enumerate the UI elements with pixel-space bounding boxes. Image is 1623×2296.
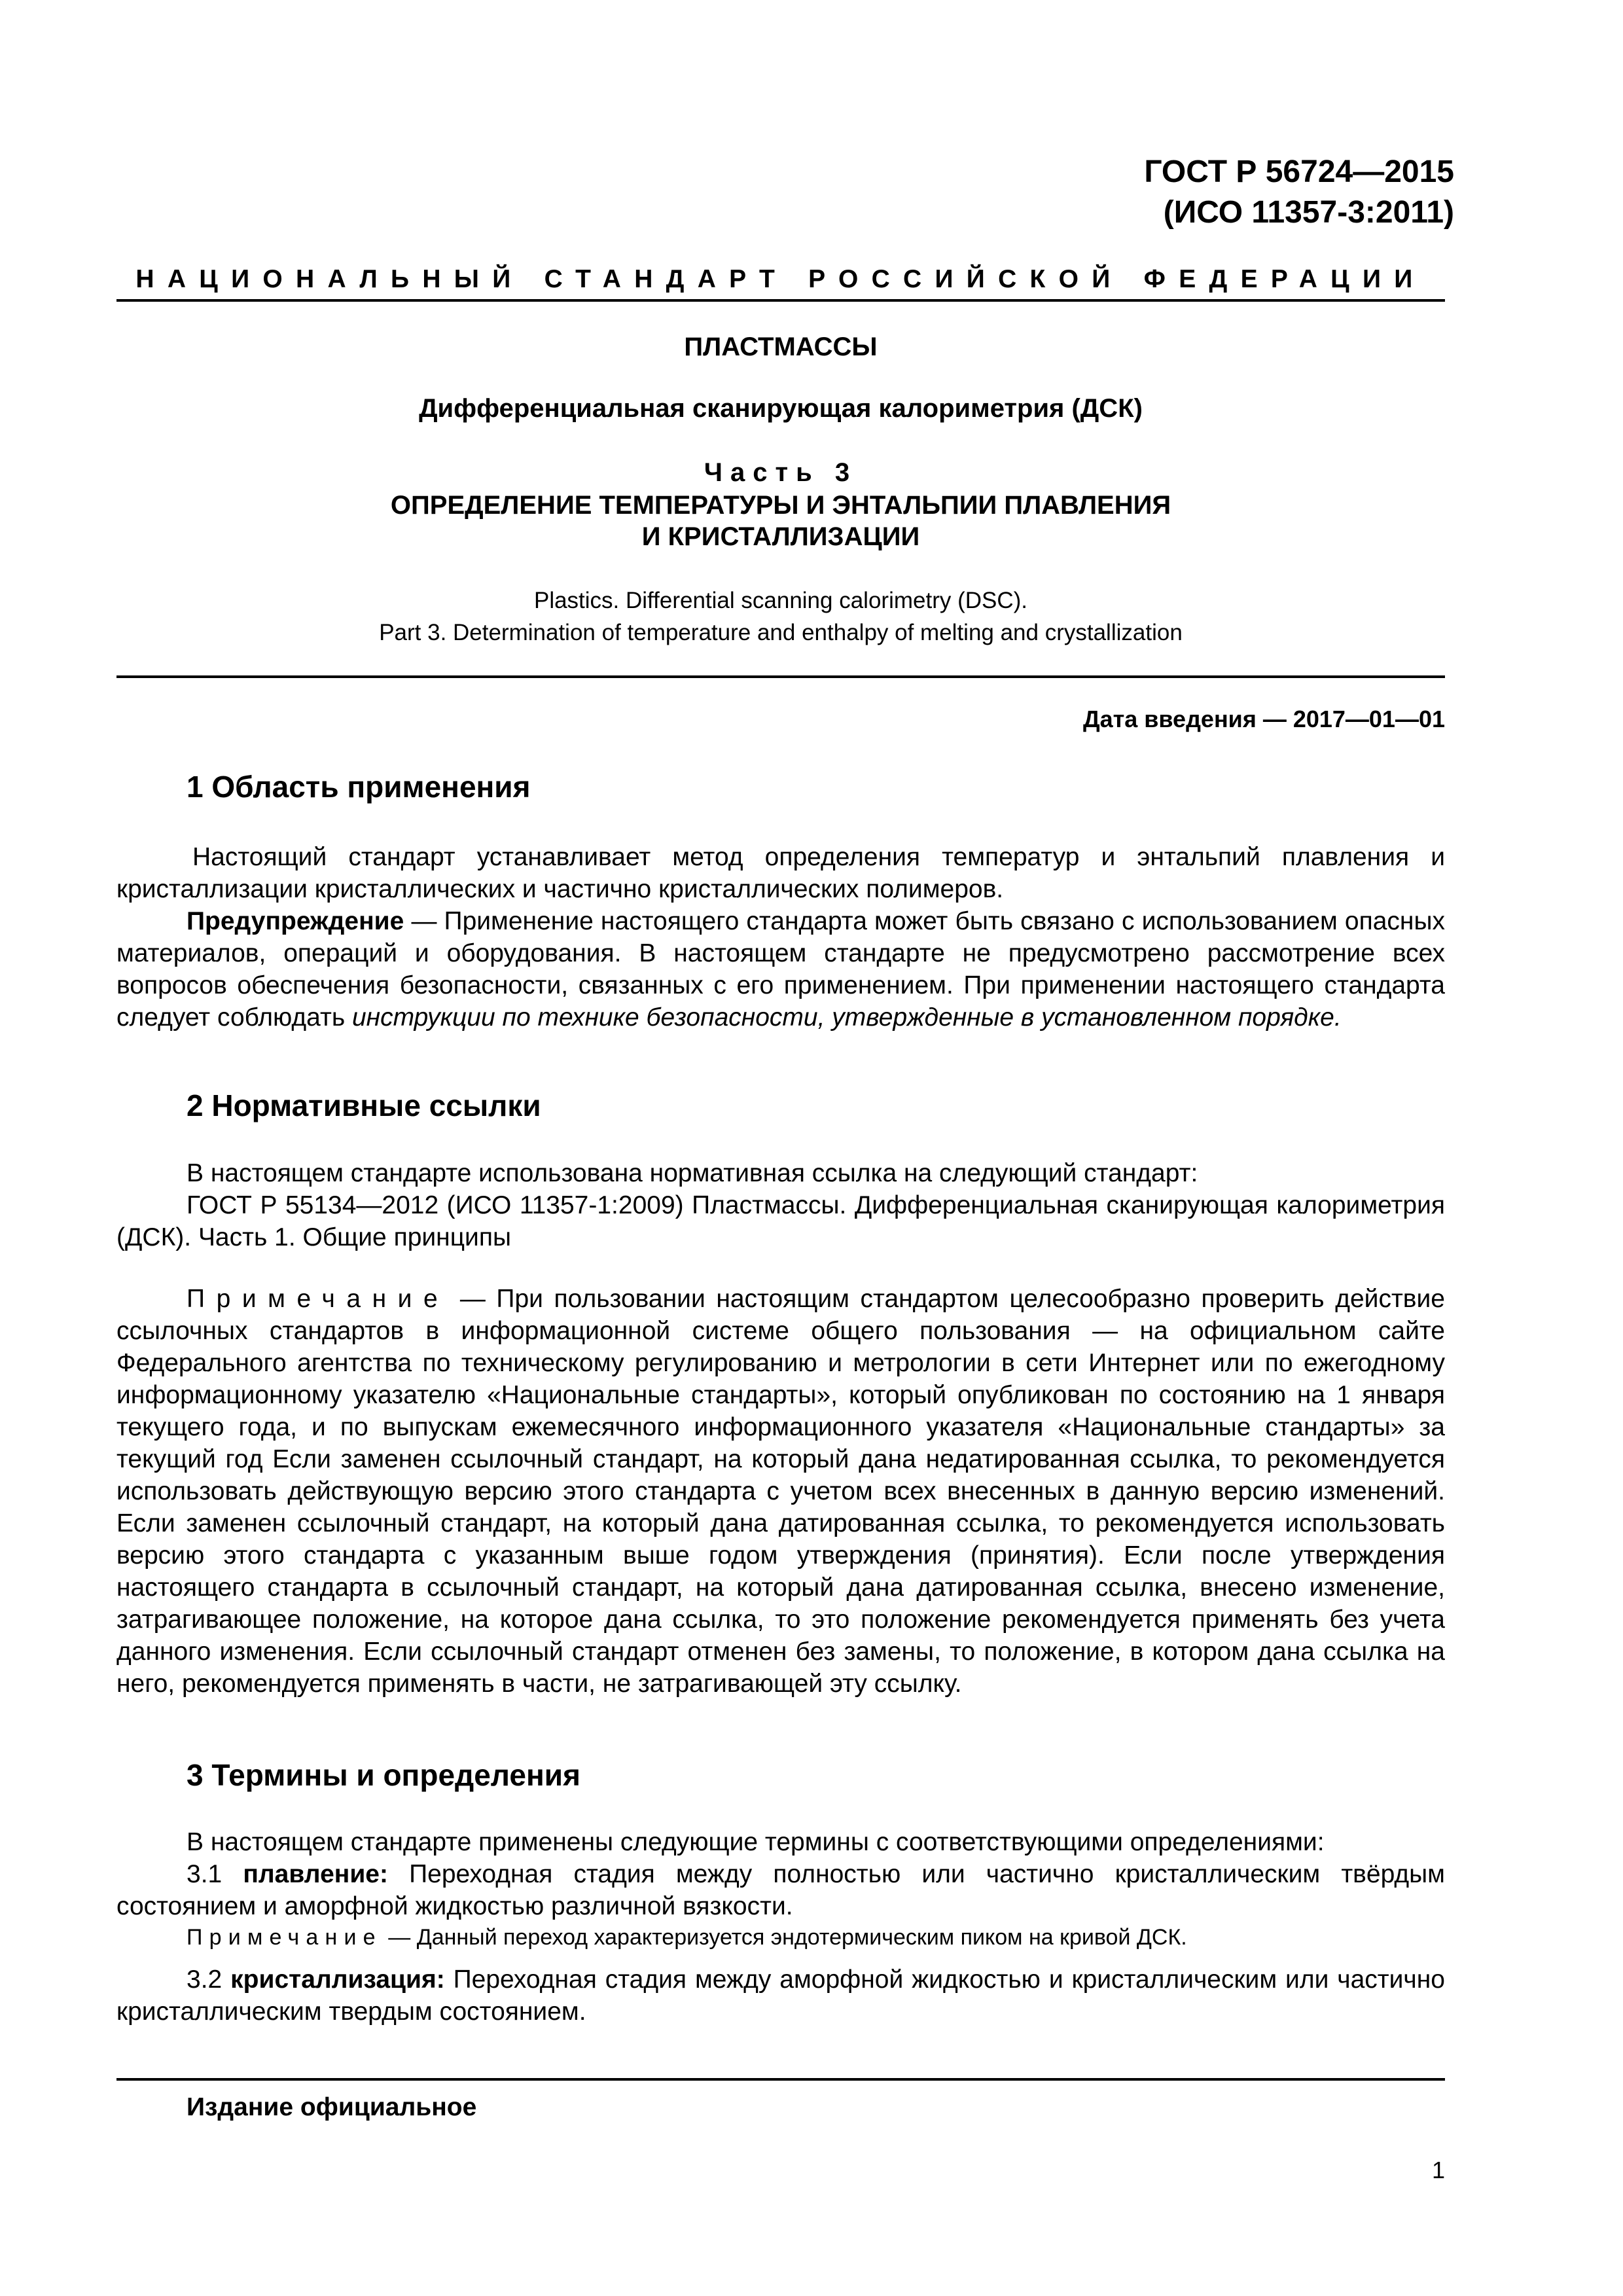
- header-rule: [116, 299, 1445, 302]
- english-title-line1: Plastics. Differential scanning calorimetry (DSC).: [533, 588, 1028, 613]
- section3-paragraph1: В настоящем стандарте применены следующие термины с соответствующими определениями:: [187, 1828, 1325, 1856]
- term-melting: [116, 1858, 1445, 1922]
- section1-warning: [116, 905, 1445, 1033]
- section2-heading: 2 Нормативные ссылки: [187, 1088, 541, 1122]
- section1-body: [116, 841, 1445, 1033]
- term2-number: 3.2: [187, 1965, 231, 1994]
- standard-type-banner: НАЦИОНАЛЬНЫЙ СТАНДАРТ РОССИЙСКОЙ ФЕДЕРАЦИИ: [135, 265, 1426, 293]
- title-part: Часть 3: [704, 458, 858, 487]
- section3-body: [116, 1826, 1445, 1952]
- section2-note-paragraph: [116, 1283, 1445, 1700]
- english-title-line2: Part 3. Determination of temperature and enthalpy of melting and crystallization: [379, 620, 1183, 645]
- term1-definition: Переходная стадия между полностью или частично кристаллическим твёрдым состоянием и аморфной жидкостью различной вязкости.: [116, 1860, 1445, 1920]
- warning-text: — Применение настоящего стандарта может быть связано с использованием опасных материалов, операций и оборудования. В настоящем стандарте не предусмотрено рассмотрение всех вопросов обеспечения безопасности, связанных с его применением. При применении настоящего стандарта следует соблюдать: [116, 907, 1445, 1031]
- term-crystallization: [116, 1964, 1445, 2028]
- term1-note-label: Примечание: [187, 1925, 382, 1950]
- section2-note: [116, 1283, 1445, 1700]
- page-number: 1: [1431, 2157, 1445, 2183]
- note-label: Примечание: [187, 1285, 450, 1313]
- introduction-date: Дата введения — 2017—01—01: [1082, 706, 1445, 732]
- note-text: — При пользовании настоящим стандартом целесообразно проверить действие ссылочных стандартов в информационной системе общего пользования — на официальном сайте Федерального агентства по техническому регулированию и метрологии в сети Интернет или по ежегодному информационному указателю «Национальные стандарты», который опубликован по состоянию на 1 января текущего года, и по выпускам ежемесячного информационного указателя «Национальные стандарты» за текущий год Если заменен ссылочный стандарт, на который дана недатированная ссылка, то рекомендуется использовать действующую версию этого стандарта с учетом всех внесенных в данную версию изменений. Если заменен ссылочный стандарт, на который дана датированная ссылка, то рекомендуется использовать версию этого стандарта с указанным выше годом утверждения (принятия). Если после утверждения настоящего стандарта в ссылочный стандарт, на который дана датированная ссылка, внесено изменение, затрагивающее положение, на которое дана ссылка, то это положение рекомендуется применять без учета данного изменения. Если ссылочный стандарт отменен без замены, то положение, в котором дана ссылка на него, рекомендуется применять в части, не затрагивающей эту ссылку.: [116, 1285, 1445, 1698]
- title-main-line2: И КРИСТАЛЛИЗАЦИИ: [641, 522, 920, 551]
- title-main-line1: ОПРЕДЕЛЕНИЕ ТЕМПЕРАТУРЫ И ЭНТАЛЬПИИ ПЛАВЛЕНИЯ: [390, 491, 1171, 520]
- warning-label: Предупреждение: [187, 907, 404, 935]
- title-subtitle: Дифференциальная сканирующая калориметрия (ДСК): [419, 394, 1143, 423]
- document-number-block: [1144, 152, 1454, 233]
- term2-name: кристаллизация:: [230, 1965, 445, 1994]
- official-edition-label: Издание официальное: [187, 2093, 477, 2121]
- term1-name: плавление:: [243, 1860, 388, 1888]
- section1-paragraph: Настоящий стандарт устанавливает метод определения температур и энтальпий плавления и кристаллизации кристаллических и частично кристаллических полимеров.: [116, 843, 1445, 903]
- term2-definition: Переходная стадия между аморфной жидкостью и кристаллическим или частично кристаллическим твердым состоянием.: [116, 1965, 1445, 2026]
- title-family: ПЛАСТМАССЫ: [684, 332, 878, 361]
- warning-italic: инструкции по технике безопасности, утвержденные в установленном порядке.: [351, 1003, 1342, 1031]
- section3-heading: 3 Термины и определения: [187, 1758, 580, 1792]
- gost-number: ГОСТ Р 56724—2015: [1144, 154, 1454, 189]
- term1-note-text: — Данный переход характеризуется эндотермическим пиком на кривой ДСК.: [382, 1925, 1187, 1950]
- iso-number: (ИСО 11357-3:2011): [1163, 195, 1454, 230]
- section1-heading: 1 Область применения: [187, 770, 531, 804]
- term1-number: 3.1: [187, 1860, 243, 1888]
- section2-body: [116, 1157, 1445, 1253]
- section2-paragraph1: В настоящем стандарте использована нормативная ссылка на следующий стандарт:: [187, 1159, 1198, 1187]
- footer-rule: [116, 2078, 1445, 2081]
- title-rule: [116, 675, 1445, 678]
- section2-reference: ГОСТ Р 55134—2012 (ИСО 11357-1:2009) Пластмассы. Дифференциальная сканирующая калориметрия (ДСК). Часть 1. Общие принципы: [116, 1191, 1445, 1251]
- section3-term2: [116, 1964, 1445, 2028]
- term1-note: [116, 1922, 1445, 1952]
